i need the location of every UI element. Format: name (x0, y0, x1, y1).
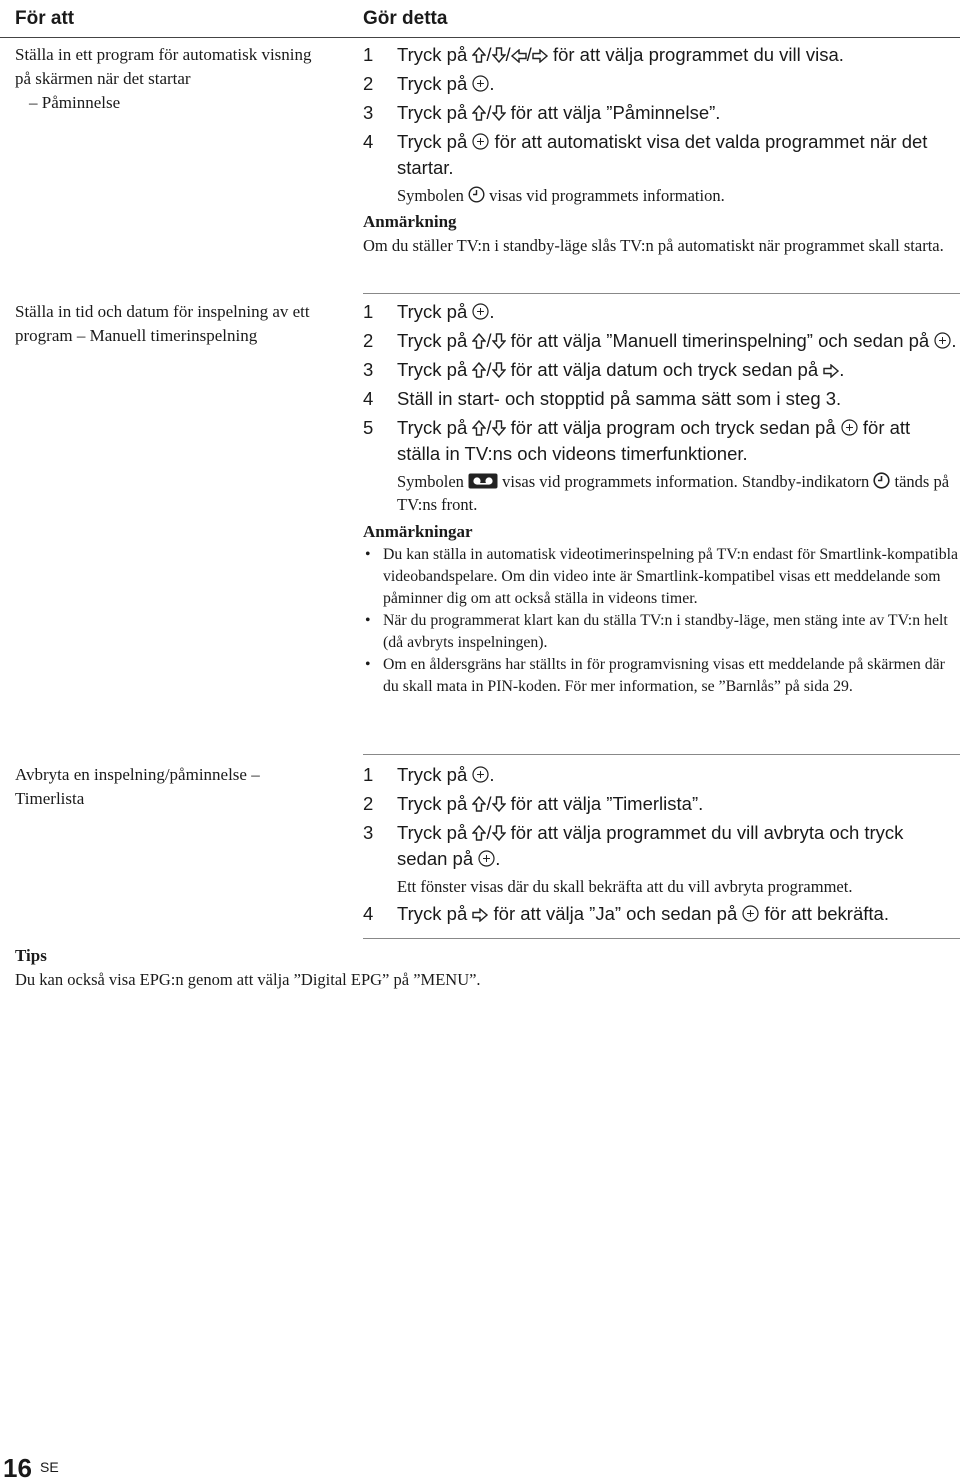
section-divider (363, 293, 960, 294)
step-text: . (489, 301, 495, 322)
arrow-down-icon (492, 825, 506, 841)
header-divider (0, 37, 960, 38)
step-number: 1 (363, 301, 374, 322)
section-2-steps (363, 299, 958, 698)
arrow-right-icon (532, 49, 548, 63)
step-number: 1 (363, 764, 374, 785)
remark-bullet (363, 544, 958, 610)
step-text: Tryck på (397, 822, 468, 843)
language-code: SE (40, 1459, 59, 1475)
step-text: Tryck på (397, 359, 468, 380)
note-text: Symbolen (397, 472, 464, 491)
step-note (363, 470, 958, 516)
purpose-line: – Påminnelse (29, 93, 121, 112)
purpose-line: Avbryta en inspelning/påminnelse – (15, 765, 260, 784)
arrow-up-icon (472, 796, 486, 812)
section-1-steps (363, 42, 958, 257)
step (363, 299, 958, 325)
step-text: Tryck på (397, 764, 468, 785)
step-text: Tryck på (397, 131, 468, 152)
ok-button-icon (742, 905, 759, 922)
remark-bullet (363, 610, 958, 654)
step: 1 Tryck på / / / för att välja programmet du vill visa. (363, 42, 958, 68)
step-text: Tryck på (397, 44, 468, 65)
step-text: Tryck på (397, 330, 468, 351)
bullet-dot: • (365, 612, 371, 629)
arrow-up-icon (472, 333, 486, 349)
step-text: för att välja programmet du vill visa. (552, 44, 844, 65)
step-text: . (489, 764, 495, 785)
step-text: . (839, 359, 845, 380)
step-number: 4 (363, 388, 374, 409)
purpose-line: Ställa in tid och datum för inspelning av ett (15, 302, 310, 321)
step-text: Tryck på (397, 417, 468, 438)
ok-button-icon (472, 766, 489, 783)
section-3-steps (363, 762, 958, 930)
remark-title: Anmärkning (363, 212, 457, 231)
remarks-title: Anmärkningar (363, 522, 473, 541)
step-number: 2 (363, 73, 374, 94)
step-number: 4 (363, 131, 374, 152)
step: 2 Tryck på / för att välja ”Timerlista”. (363, 791, 958, 817)
ok-button-icon (934, 332, 951, 349)
note-text: Symbolen (397, 186, 464, 205)
table-bottom-divider (363, 938, 960, 939)
bullet-text: Om en åldersgräns har ställts in för programvisning visas ett meddelande på skärmen där du skall mata in PIN-koden. För mer information, se ”Barnlås” på sida 29. (383, 656, 945, 695)
column-header-for-att: För att (15, 8, 75, 29)
step: 3 Tryck på / för att välja datum och tryck sedan på . (363, 357, 958, 383)
step: 2 Tryck på / för att välja ”Manuell timerinspelning” och sedan på . (363, 328, 958, 354)
section-3-purpose (15, 763, 355, 811)
step-number: 2 (363, 330, 374, 351)
arrow-up-icon (472, 420, 486, 436)
purpose-line: Timerlista (15, 789, 85, 808)
ok-button-icon (478, 850, 495, 867)
arrow-left-icon (511, 49, 527, 63)
column-header-gor-detta: Gör detta (363, 8, 448, 29)
tips-text: Du kan också visa EPG:n genom att välja ”Digital EPG” på ”MENU”. (15, 970, 481, 989)
step (363, 901, 958, 927)
step-text: Tryck på (397, 793, 468, 814)
step-note (363, 184, 958, 207)
step-text: för att välja ”Timerlista”. (510, 793, 704, 814)
step-number: 5 (363, 417, 374, 438)
step-number: 3 (363, 102, 374, 123)
purpose-line: program – Manuell timerinspelning (15, 326, 258, 345)
step: 3 Tryck på / för att välja ”Påminnelse”. (363, 100, 958, 126)
arrow-down-icon (492, 420, 506, 436)
step (363, 762, 958, 788)
bullet-dot: • (365, 656, 371, 673)
arrow-right-icon (472, 908, 488, 922)
step-text: för att välja ”Påminnelse”. (510, 102, 721, 123)
section-2-purpose (15, 300, 355, 348)
videotape-icon (468, 473, 498, 489)
bullet-text: När du programmerat klart kan du ställa TV:n i standby-läge, men stäng inte av TV:n helt (då avbryts inspelningen). (383, 612, 948, 651)
section-1-purpose (15, 43, 355, 115)
step-text: för att välja programmet du vill avbryta och tryck sedan på (397, 822, 904, 869)
ok-button-icon (472, 303, 489, 320)
ok-button-icon (841, 419, 858, 436)
step-note: Ett fönster visas där du skall bekräfta att du vill avbryta programmet. (397, 877, 853, 896)
purpose-line: på skärmen när det startar (15, 69, 191, 88)
arrow-down-icon (492, 796, 506, 812)
remark-text: Om du ställer TV:n i standby-läge slås TV:n på automatiskt när programmet skall starta. (363, 236, 944, 255)
remark-bullet (363, 654, 958, 698)
bullet-dot: • (365, 546, 371, 563)
arrow-up-icon (472, 47, 486, 63)
note-text: tänds på TV:ns front. (397, 472, 950, 514)
clock-icon (468, 186, 485, 203)
purpose-line: Ställa in ett program för automatisk visning (15, 45, 312, 64)
page-number: 16 (3, 1453, 32, 1483)
note-text: visas vid programmets information. (489, 186, 725, 205)
arrow-down-icon (492, 362, 506, 378)
note-text: visas vid programmets information. Standby-indikatorn (502, 472, 870, 491)
step-text: för att välja datum och tryck sedan på (510, 359, 819, 380)
bullet-text: Du kan ställa in automatisk videotimerinspelning på TV:n endast för Smartlink-kompatibla videobandspelare. Om din video inte är Smartlink-kompatibel visas ett meddelande som påminner dig om att också ställa in videons timer. (383, 546, 959, 607)
arrow-down-icon (492, 333, 506, 349)
step (363, 129, 958, 181)
step-text: Tryck på (397, 301, 468, 322)
step (363, 386, 958, 412)
arrow-up-icon (472, 362, 486, 378)
step-text: . (489, 73, 495, 94)
step-number: 3 (363, 822, 374, 843)
step-number: 1 (363, 44, 374, 65)
step-text: . (495, 848, 501, 869)
step-number: 2 (363, 793, 374, 814)
arrow-right-icon (823, 364, 839, 378)
arrow-down-icon (492, 105, 506, 121)
tips-title: Tips (15, 946, 47, 965)
step: 5 Tryck på / för att välja program och tryck sedan på för att ställa in TV:ns och videons timerfunktioner. (363, 417, 911, 464)
step-number: 4 (363, 903, 374, 924)
step-text: Tryck på (397, 73, 468, 94)
step-text: Tryck på (397, 903, 468, 924)
step-text: för att automatiskt visa det valda programmet när det startar. (397, 131, 928, 178)
ok-button-icon (472, 75, 489, 92)
step-text: för att bekräfta. (764, 903, 889, 924)
step (363, 71, 958, 97)
step: 3 Tryck på / för att välja programmet du vill avbryta och tryck sedan på . (363, 822, 904, 869)
step-text: för att välja program och tryck sedan på (510, 417, 836, 438)
step-text: för att välja ”Manuell timerinspelning” och sedan på (510, 330, 930, 351)
step-text: för att välja ”Ja” och sedan på (493, 903, 738, 924)
step-text: Tryck på (397, 102, 468, 123)
ok-button-icon (472, 133, 489, 150)
arrow-up-icon (472, 105, 486, 121)
step-text: för att ställa in TV:ns och videons timerfunktioner. (397, 417, 911, 464)
step-text: Ställ in start- och stopptid på samma sätt som i steg 3. (397, 388, 842, 409)
arrow-down-icon (492, 47, 506, 63)
step-text: . (951, 330, 957, 351)
section-divider (363, 754, 960, 755)
standby-indicator-icon (873, 472, 890, 489)
step-number: 3 (363, 359, 374, 380)
arrow-up-icon (472, 825, 486, 841)
